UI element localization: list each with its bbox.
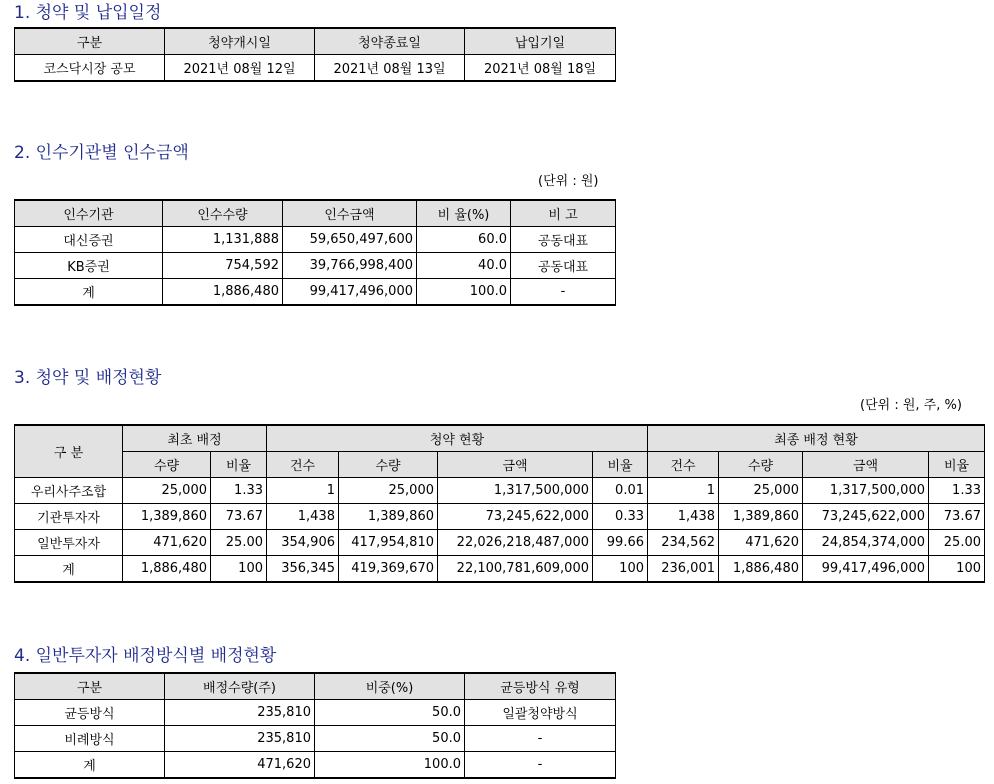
table-header-row xyxy=(15,28,616,55)
table-cell: 22,026,218,487,000 xyxy=(438,530,593,556)
table-subheader-row xyxy=(15,452,985,478)
table-header-row xyxy=(15,673,616,700)
table-cell: 계 xyxy=(15,556,123,583)
table-cell: 2021년 08월 12일 xyxy=(165,55,315,82)
section2-title: 2. 인수기관별 인수금액 xyxy=(14,143,189,163)
col-header: 납입기일 xyxy=(465,28,616,55)
col-header: 인수기관 xyxy=(15,200,163,227)
col-header: 비율 xyxy=(211,452,267,478)
table-row xyxy=(15,752,616,779)
col-header: 수량 xyxy=(339,452,438,478)
table-row xyxy=(15,55,616,82)
table-cell: 1,886,480 xyxy=(719,556,803,583)
col-header: 비 율(%) xyxy=(417,200,511,227)
col-header: 인수수량 xyxy=(163,200,283,227)
col-header: 구분 xyxy=(15,28,165,55)
unit-label: (단위 : 원) xyxy=(538,174,599,189)
table-row xyxy=(15,279,616,306)
table-cell: 100 xyxy=(211,556,267,583)
table-cell: 25,000 xyxy=(719,478,803,504)
table-cell: 99.66 xyxy=(593,530,648,556)
table-cell: 235,810 xyxy=(165,700,315,726)
table-cell: 99,417,496,000 xyxy=(803,556,929,583)
table-cell: - xyxy=(511,279,616,306)
col-header: 균등방식 유형 xyxy=(465,673,616,700)
col-header: 인수금액 xyxy=(283,200,417,227)
col-header: 청약개시일 xyxy=(165,28,315,55)
table-row xyxy=(15,556,985,583)
table-cell: 73.67 xyxy=(929,504,985,530)
allocation-table xyxy=(14,424,985,583)
table-cell: 대신증권 xyxy=(15,227,163,253)
table-cell: 419,369,670 xyxy=(339,556,438,583)
section4-title: 4. 일반투자자 배정방식별 배정현황 xyxy=(14,646,277,666)
table-cell: 99,417,496,000 xyxy=(283,279,417,306)
table-cell: 1,389,860 xyxy=(123,504,211,530)
table-cell: 25.00 xyxy=(929,530,985,556)
table-cell: 1,438 xyxy=(648,504,719,530)
table-cell: 1,389,860 xyxy=(339,504,438,530)
col-header: 청약종료일 xyxy=(315,28,465,55)
table-cell: 1,886,480 xyxy=(123,556,211,583)
retail-allocation-table xyxy=(14,672,616,779)
table-cell: 1,438 xyxy=(267,504,339,530)
table-row xyxy=(15,227,616,253)
table-cell: 계 xyxy=(15,279,163,306)
table-cell: 354,906 xyxy=(267,530,339,556)
table-cell: 100 xyxy=(929,556,985,583)
table-cell: 754,592 xyxy=(163,253,283,279)
table-cell: 일괄청약방식 xyxy=(465,700,616,726)
col-header: 비율 xyxy=(929,452,985,478)
table-cell: 25,000 xyxy=(339,478,438,504)
table-cell: KB증권 xyxy=(15,253,163,279)
table-cell: 236,001 xyxy=(648,556,719,583)
table-cell: 59,650,497,600 xyxy=(283,227,417,253)
table-cell: 50.0 xyxy=(315,700,465,726)
table-row xyxy=(15,726,616,752)
table-cell: 1,131,888 xyxy=(163,227,283,253)
table-cell: 1,317,500,000 xyxy=(438,478,593,504)
col-header: 수량 xyxy=(123,452,211,478)
table-header-row xyxy=(15,200,616,227)
table-cell: 공동대표 xyxy=(511,227,616,253)
table-row xyxy=(15,253,616,279)
underwriter-table xyxy=(14,199,616,306)
table-cell: 2021년 08월 13일 xyxy=(315,55,465,82)
table-row xyxy=(15,478,985,504)
table-cell: 균등방식 xyxy=(15,700,165,726)
schedule-table xyxy=(14,27,616,82)
table-row xyxy=(15,504,985,530)
col-header: 수량 xyxy=(719,452,803,478)
table-row xyxy=(15,530,985,556)
table-cell: - xyxy=(465,752,616,779)
table-cell: 356,345 xyxy=(267,556,339,583)
col-header: 금액 xyxy=(438,452,593,478)
table-cell: 1.33 xyxy=(211,478,267,504)
table-cell: 공동대표 xyxy=(511,253,616,279)
table-cell: 40.0 xyxy=(417,253,511,279)
table-cell: 235,810 xyxy=(165,726,315,752)
table-cell: 1,317,500,000 xyxy=(803,478,929,504)
col-header: 건수 xyxy=(648,452,719,478)
table-cell: 1,886,480 xyxy=(163,279,283,306)
table-cell: 기관투자자 xyxy=(15,504,123,530)
col-group-initial: 최초 배정 xyxy=(123,425,267,452)
table-cell: 471,620 xyxy=(123,530,211,556)
table-cell: 73,245,622,000 xyxy=(803,504,929,530)
table-cell: 100.0 xyxy=(417,279,511,306)
table-cell: 73,245,622,000 xyxy=(438,504,593,530)
table-cell: 1,389,860 xyxy=(719,504,803,530)
table-cell: 100.0 xyxy=(315,752,465,779)
table-cell: 471,620 xyxy=(165,752,315,779)
table-cell: 22,100,781,609,000 xyxy=(438,556,593,583)
col-header: 배정수량(주) xyxy=(165,673,315,700)
col-header: 비 고 xyxy=(511,200,616,227)
col-header: 건수 xyxy=(267,452,339,478)
table-cell: 0.33 xyxy=(593,504,648,530)
col-group-subscription: 청약 현황 xyxy=(267,425,648,452)
table-cell: 234,562 xyxy=(648,530,719,556)
table-cell: 471,620 xyxy=(719,530,803,556)
col-header-category: 구 분 xyxy=(15,425,123,478)
col-group-final: 최종 배정 현황 xyxy=(648,425,985,452)
table-cell: 25,000 xyxy=(123,478,211,504)
unit-label: (단위 : 원, 주, %) xyxy=(860,398,962,413)
table-cell: - xyxy=(465,726,616,752)
table-cell: 1 xyxy=(648,478,719,504)
section1-title: 1. 청약 및 납입일정 xyxy=(14,3,162,23)
table-cell: 0.01 xyxy=(593,478,648,504)
table-cell: 39,766,998,400 xyxy=(283,253,417,279)
table-cell: 코스닥시장 공모 xyxy=(15,55,165,82)
section3-title: 3. 청약 및 배정현황 xyxy=(14,368,162,388)
table-cell: 73.67 xyxy=(211,504,267,530)
table-cell: 60.0 xyxy=(417,227,511,253)
table-cell: 일반투자자 xyxy=(15,530,123,556)
table-cell: 우리사주조합 xyxy=(15,478,123,504)
table-cell: 417,954,810 xyxy=(339,530,438,556)
col-header: 구분 xyxy=(15,673,165,700)
table-cell: 1 xyxy=(267,478,339,504)
table-cell: 계 xyxy=(15,752,165,779)
table-row xyxy=(15,700,616,726)
col-header: 비중(%) xyxy=(315,673,465,700)
table-cell: 비례방식 xyxy=(15,726,165,752)
table-cell: 50.0 xyxy=(315,726,465,752)
table-cell: 2021년 08월 18일 xyxy=(465,55,616,82)
table-header-row xyxy=(15,425,985,452)
col-header: 금액 xyxy=(803,452,929,478)
table-cell: 24,854,374,000 xyxy=(803,530,929,556)
table-cell: 1.33 xyxy=(929,478,985,504)
col-header: 비율 xyxy=(593,452,648,478)
table-cell: 25.00 xyxy=(211,530,267,556)
table-cell: 100 xyxy=(593,556,648,583)
